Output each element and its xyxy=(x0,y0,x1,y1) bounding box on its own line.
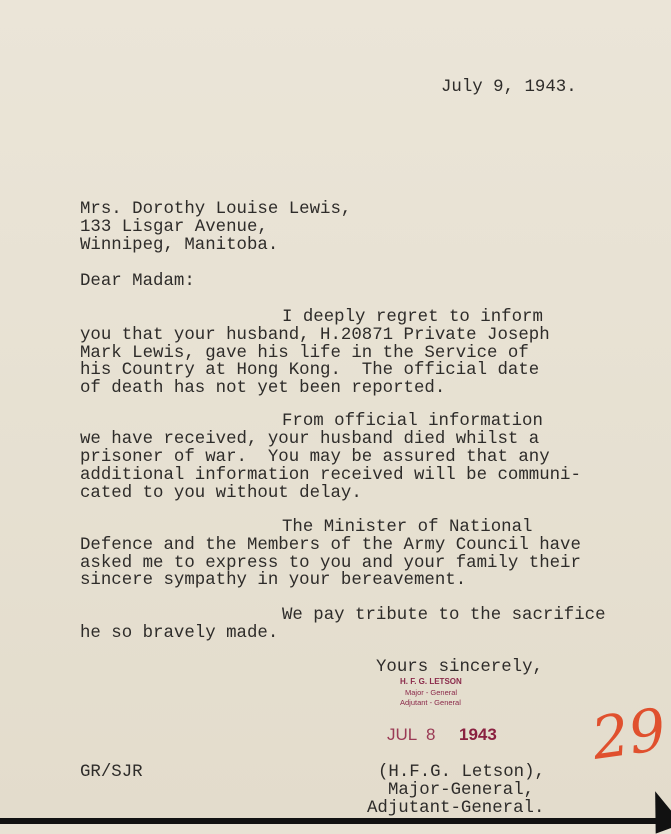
signature-stamp-rank: Major - General xyxy=(405,688,458,697)
signatory-title: Adjutant-General. xyxy=(367,799,545,818)
signatory-name: (H.F.G. Letson), xyxy=(378,763,545,782)
paragraph-4-line: We pay tribute to the sacrifice xyxy=(282,606,606,625)
page-bottom-edge xyxy=(0,818,671,824)
date-stamp-month-day: JUL 8 xyxy=(387,725,436,744)
closing: Yours sincerely, xyxy=(376,658,543,677)
reference-initials: GR/SJR xyxy=(80,763,143,782)
date-stamp-year: 1943 xyxy=(459,725,497,744)
paragraph-1-line: of death has not yet been reported. xyxy=(80,379,446,398)
paragraph-3-line: asked me to express to you and your family their xyxy=(80,554,581,573)
recipient-street: 133 Lisgar Avenue, xyxy=(80,218,268,237)
handwritten-page-number: 29 xyxy=(587,695,671,773)
signature-stamp-name: H. F. G. LETSON xyxy=(400,677,462,686)
page-corner-shadow xyxy=(642,786,671,833)
paragraph-1-line: his Country at Hong Kong. The official date xyxy=(80,361,540,380)
salutation: Dear Madam: xyxy=(80,272,195,291)
paragraph-3-line: The Minister of National xyxy=(282,518,533,537)
signatory-rank: Major-General, xyxy=(388,781,535,800)
paragraph-2-line: prisoner of war. You may be assured that any xyxy=(80,448,550,467)
paragraph-2-line: cated to you without delay. xyxy=(80,484,362,503)
paragraph-2-line: From official information xyxy=(282,412,543,431)
paragraph-1-line: you that your husband, H.20871 Private Joseph xyxy=(80,326,550,345)
paragraph-4-line: he so bravely made. xyxy=(80,624,279,643)
paragraph-1-line: Mark Lewis, gave his life in the Service of xyxy=(80,344,529,363)
paragraph-2-line: additional information received will be communi- xyxy=(80,466,581,485)
signature-stamp-title: Adjutant - General xyxy=(400,698,461,707)
paragraph-3-line: sincere sympathy in your bereavement. xyxy=(80,571,467,590)
paragraph-1-line: I deeply regret to inform xyxy=(282,308,543,327)
paragraph-2-line: we have received, your husband died whilst a xyxy=(80,430,540,449)
letter-date: July 9, 1943. xyxy=(441,78,577,97)
recipient-city: Winnipeg, Manitoba. xyxy=(80,236,279,255)
paragraph-3-line: Defence and the Members of the Army Council have xyxy=(80,536,581,555)
recipient-name: Mrs. Dorothy Louise Lewis, xyxy=(80,200,352,219)
